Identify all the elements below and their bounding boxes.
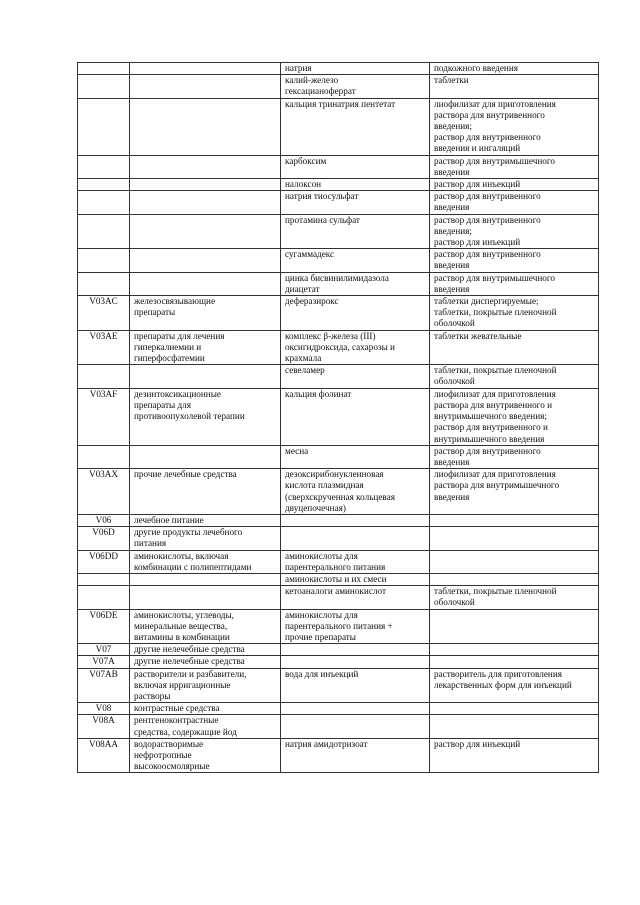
drug-table [77, 62, 599, 773]
group-name-cell: препараты для лечения гиперкалиемии и гиперфосфатемии [130, 330, 281, 365]
atc-code-cell [78, 365, 130, 388]
atc-code-cell [78, 586, 130, 609]
group-name-cell: растворители и разбавители, включая ирригационные растворы [130, 668, 281, 703]
table-row [78, 179, 599, 191]
atc-code-cell [78, 155, 130, 178]
dosage-form-cell [430, 703, 599, 715]
table-row [78, 715, 599, 738]
table-row [78, 365, 599, 388]
substance-cell: кальция тринатрия пентетат [281, 98, 430, 155]
substance-cell: сугаммадекс [281, 249, 430, 272]
atc-code-cell: V03AE [78, 330, 130, 365]
table-row [78, 527, 599, 550]
dosage-form-cell: таблетки [430, 75, 599, 98]
atc-code-cell [78, 179, 130, 191]
table-row [78, 330, 599, 365]
substance-cell: кетоаналоги аминокислот [281, 586, 430, 609]
atc-code-cell: V03AC [78, 296, 130, 331]
group-name-cell: другие нелечебные средства [130, 656, 281, 668]
atc-code-cell: V07AB [78, 668, 130, 703]
dosage-form-cell: раствор для внутривенного введения [430, 249, 599, 272]
atc-code-cell [78, 272, 130, 295]
substance-cell: месна [281, 445, 430, 468]
group-name-cell: железосвязывающие препараты [130, 296, 281, 331]
dosage-form-cell: раствор для внутримышечного введения [430, 272, 599, 295]
dosage-form-cell [430, 550, 599, 573]
dosage-form-cell: таблетки диспергируемые; таблетки, покрытые пленочной оболочкой [430, 296, 599, 331]
atc-code-cell: V06 [78, 514, 130, 526]
substance-cell: аминокислоты для парентерального питания + прочие препараты [281, 609, 430, 644]
group-name-cell [130, 75, 281, 98]
table-row [78, 644, 599, 656]
substance-cell [281, 715, 430, 738]
atc-code-cell [78, 445, 130, 468]
table-row [78, 550, 599, 573]
table-row [78, 214, 599, 249]
substance-cell: карбоксим [281, 155, 430, 178]
dosage-form-cell: раствор для внутривенного введения; раствор для инъекций [430, 214, 599, 249]
table-row [78, 514, 599, 526]
atc-code-cell [78, 63, 130, 75]
group-name-cell [130, 365, 281, 388]
group-name-cell [130, 249, 281, 272]
dosage-form-cell: раствор для инъекций [430, 179, 599, 191]
dosage-form-cell [430, 573, 599, 585]
substance-cell: аминокислоты и их смеси [281, 573, 430, 585]
table-row [78, 738, 599, 773]
substance-cell [281, 656, 430, 668]
group-name-cell: другие нелечебные средства [130, 644, 281, 656]
dosage-form-cell: таблетки жевательные [430, 330, 599, 365]
substance-cell: аминокислоты для парентерального питания [281, 550, 430, 573]
atc-code-cell [78, 249, 130, 272]
group-name-cell [130, 445, 281, 468]
table-row [78, 296, 599, 331]
table-row [78, 249, 599, 272]
dosage-form-cell: растворитель для приготовления лекарственных форм для инъекций [430, 668, 599, 703]
table-row [78, 703, 599, 715]
group-name-cell [130, 272, 281, 295]
dosage-form-cell: раствор для внутривенного введения [430, 445, 599, 468]
substance-cell: натрия тиосульфат [281, 191, 430, 214]
table-row [78, 668, 599, 703]
atc-code-cell: V06D [78, 527, 130, 550]
dosage-form-cell [430, 656, 599, 668]
atc-code-cell: V08 [78, 703, 130, 715]
dosage-form-cell: лиофилизат для приготовления раствора для внутривенного введения; раствор для внутривенного введения и ингаляций [430, 98, 599, 155]
substance-cell: калий-железо гексацианоферрат [281, 75, 430, 98]
table-row [78, 98, 599, 155]
dosage-form-cell: раствор для внутримышечного введения [430, 155, 599, 178]
table-row [78, 191, 599, 214]
group-name-cell: аминокислоты, включая комбинации с полипептидами [130, 550, 281, 573]
dosage-form-cell [430, 609, 599, 644]
atc-code-cell [78, 75, 130, 98]
atc-code-cell [78, 573, 130, 585]
substance-cell: комплекс β-железа (III) оксигидроксида, сахарозы и крахмала [281, 330, 430, 365]
group-name-cell [130, 586, 281, 609]
drug-table-body [78, 63, 599, 773]
group-name-cell: прочие лечебные средства [130, 469, 281, 515]
substance-cell: цинка бисвинилимидазола диацетат [281, 272, 430, 295]
table-row [78, 155, 599, 178]
substance-cell: натрия амидотризоат [281, 738, 430, 773]
group-name-cell: другие продукты лечебного питания [130, 527, 281, 550]
table-row [78, 609, 599, 644]
substance-cell [281, 644, 430, 656]
substance-cell: дезоксирибонуклеиновая кислота плазмидная (сверхскрученная кольцевая двуцепочечная) [281, 469, 430, 515]
atc-code-cell: V06DE [78, 609, 130, 644]
atc-code-cell [78, 191, 130, 214]
substance-cell: вода для инъекций [281, 668, 430, 703]
dosage-form-cell: лиофилизат для приготовления раствора для внутривенного и внутримышечного введения; раствор для внутривенного и внутримышечного введения [430, 388, 599, 445]
atc-code-cell: V07A [78, 656, 130, 668]
substance-cell [281, 527, 430, 550]
group-name-cell: лечебное питание [130, 514, 281, 526]
group-name-cell [130, 573, 281, 585]
dosage-form-cell [430, 715, 599, 738]
substance-cell: налоксон [281, 179, 430, 191]
substance-cell [281, 703, 430, 715]
dosage-form-cell: раствор для внутривенного введения [430, 191, 599, 214]
dosage-form-cell: подкожного введения [430, 63, 599, 75]
substance-cell: деферазирокс [281, 296, 430, 331]
dosage-form-cell [430, 527, 599, 550]
group-name-cell: водорастворимые нефротропные высокоосмолярные [130, 738, 281, 773]
atc-code-cell: V03AF [78, 388, 130, 445]
group-name-cell [130, 214, 281, 249]
atc-code-cell [78, 214, 130, 249]
group-name-cell [130, 179, 281, 191]
group-name-cell [130, 98, 281, 155]
group-name-cell: аминокислоты, углеводы, минеральные вещества, витамины в комбинации [130, 609, 281, 644]
atc-code-cell: V08AA [78, 738, 130, 773]
table-row [78, 573, 599, 585]
table-row [78, 388, 599, 445]
group-name-cell: рентгеноконтрастные средства, содержащие йод [130, 715, 281, 738]
substance-cell: натрия [281, 63, 430, 75]
atc-code-cell: V03AX [78, 469, 130, 515]
dosage-form-cell: таблетки, покрытые пленочной оболочкой [430, 586, 599, 609]
dosage-form-cell: таблетки, покрытые пленочной оболочкой [430, 365, 599, 388]
table-row [78, 586, 599, 609]
atc-code-cell: V07 [78, 644, 130, 656]
dosage-form-cell: лиофилизат для приготовления раствора для внутримышечного введения [430, 469, 599, 515]
atc-code-cell: V08A [78, 715, 130, 738]
substance-cell: протамина сульфат [281, 214, 430, 249]
dosage-form-cell [430, 514, 599, 526]
table-row [78, 75, 599, 98]
table-row [78, 469, 599, 515]
group-name-cell: дезинтоксикационные препараты для противоопухолевой терапии [130, 388, 281, 445]
table-row [78, 656, 599, 668]
table-row [78, 445, 599, 468]
atc-code-cell [78, 98, 130, 155]
substance-cell: кальция фолинат [281, 388, 430, 445]
dosage-form-cell [430, 644, 599, 656]
group-name-cell [130, 63, 281, 75]
substance-cell [281, 514, 430, 526]
substance-cell: севеламер [281, 365, 430, 388]
group-name-cell [130, 155, 281, 178]
group-name-cell [130, 191, 281, 214]
atc-code-cell: V06DD [78, 550, 130, 573]
table-row [78, 272, 599, 295]
group-name-cell: контрастные средства [130, 703, 281, 715]
table-row [78, 63, 599, 75]
dosage-form-cell: раствор для инъекций [430, 738, 599, 773]
